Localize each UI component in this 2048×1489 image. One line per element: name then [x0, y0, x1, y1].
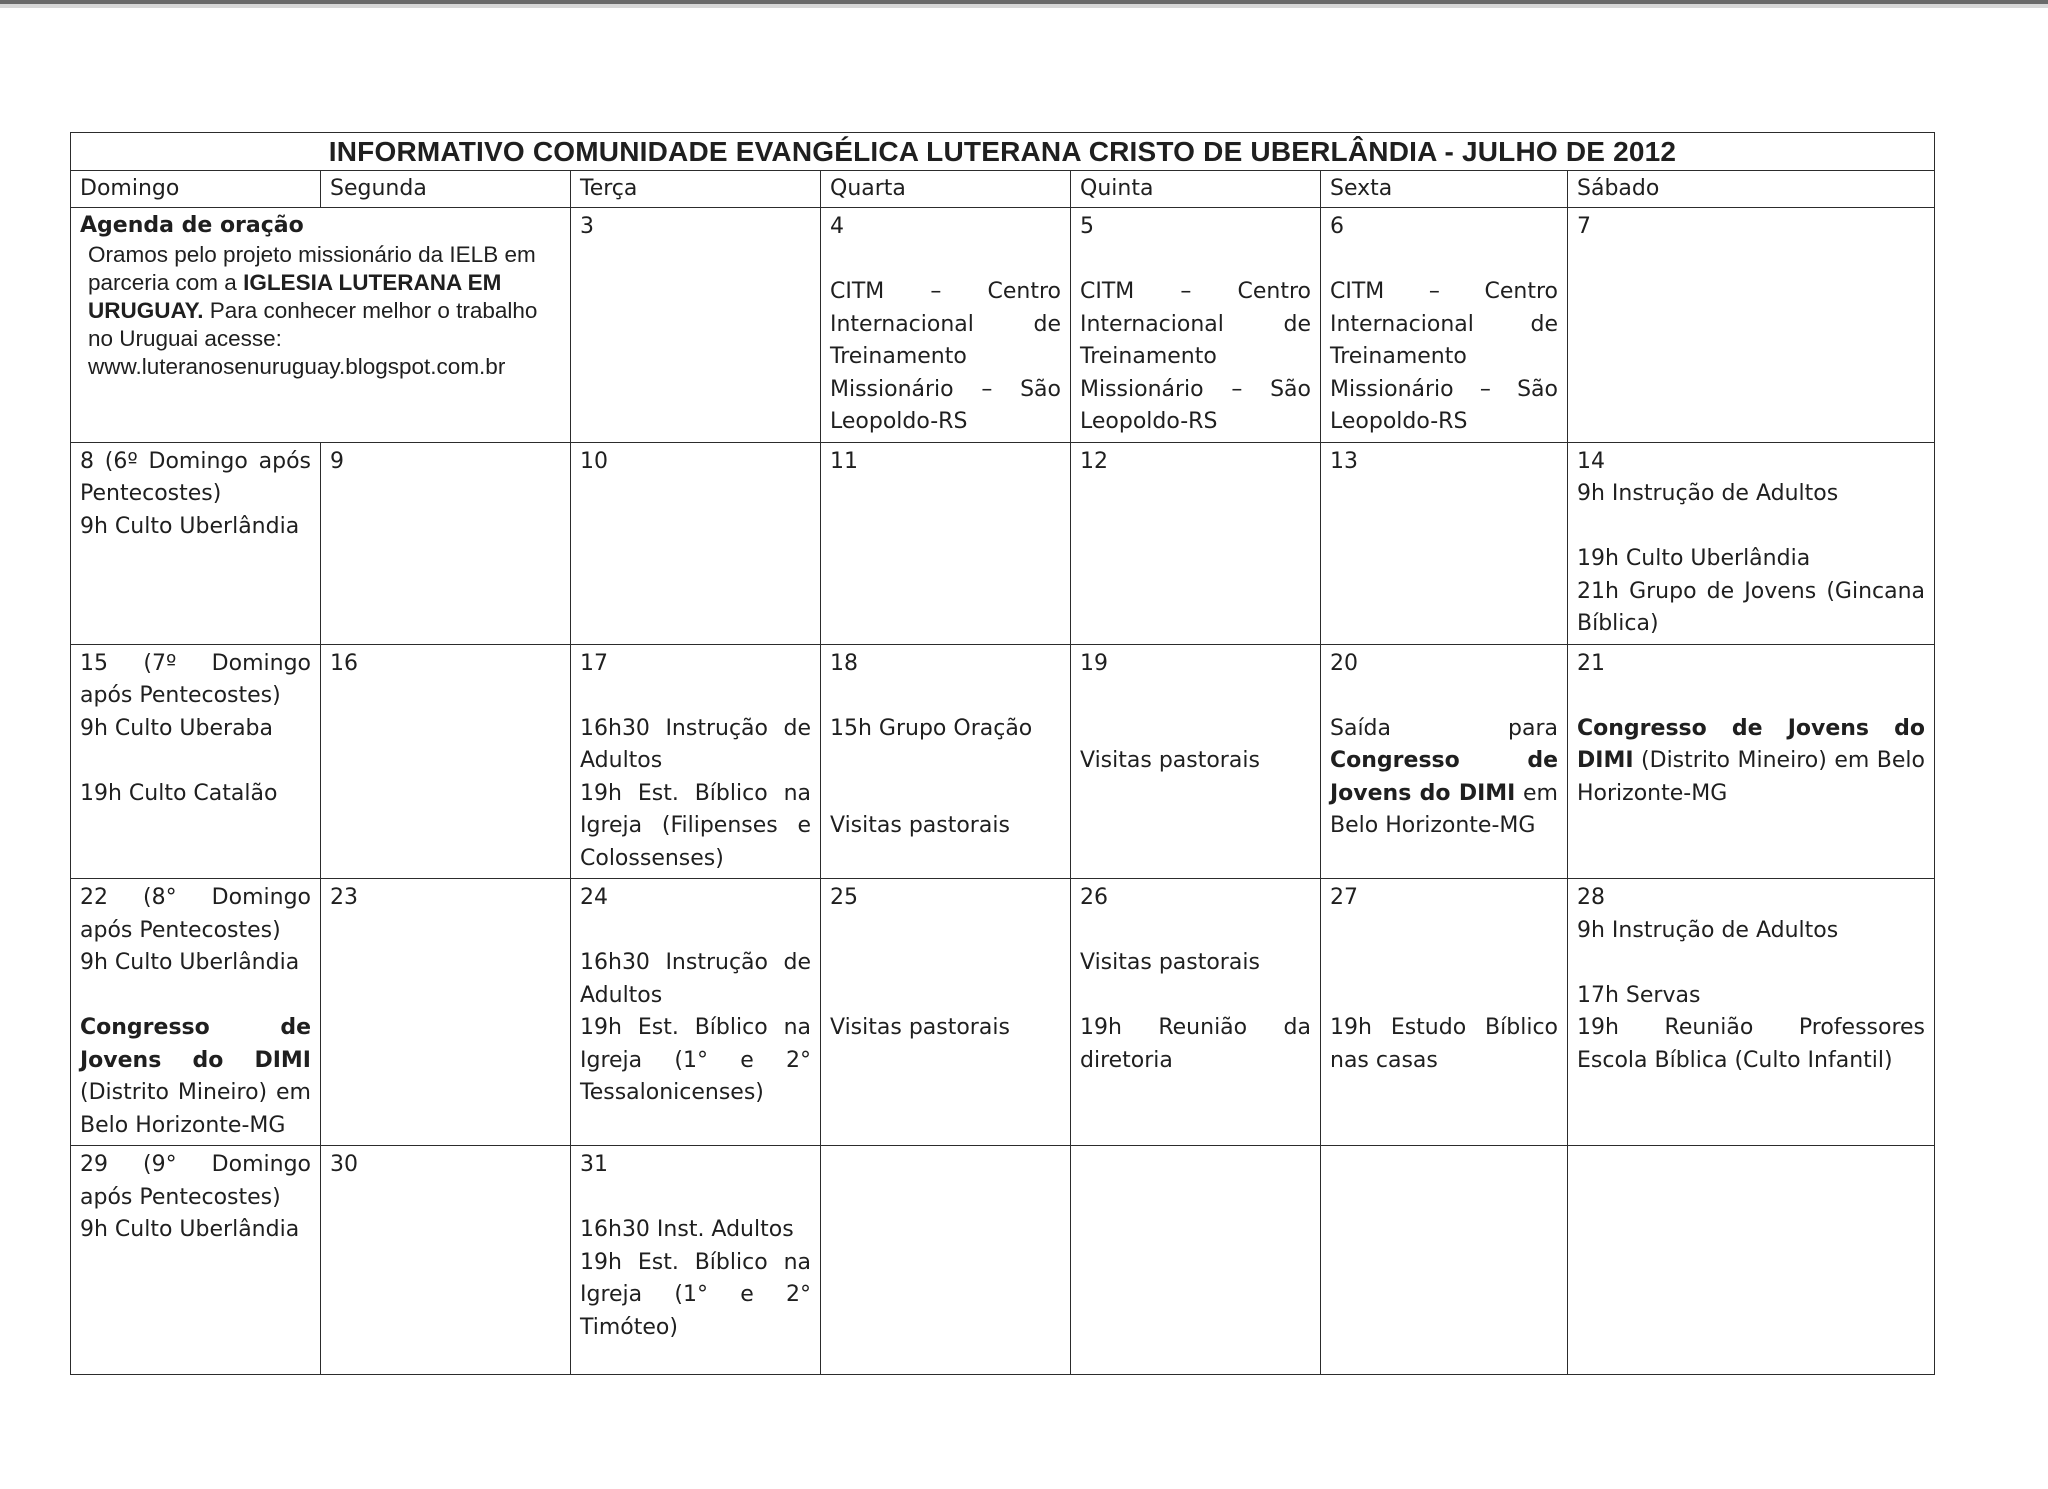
day-number: 19	[1080, 650, 1108, 676]
event: 16h30 Instrução de Adultos	[580, 950, 811, 1008]
day-cell-22	[71, 879, 321, 1146]
day-cell-20	[1321, 644, 1568, 879]
event: 16h30 Instrução de Adultos	[580, 715, 811, 773]
event-citm: CITM – Centro Internacional de Treinamento Missionário – São Leopoldo-RS	[1330, 279, 1558, 434]
empty-cell	[821, 1146, 1071, 1375]
weekday-header-row	[71, 171, 1935, 208]
day-cell-23	[321, 879, 571, 1146]
weekday-terca: Terça	[571, 171, 821, 208]
event: Visitas pastorais	[1080, 748, 1260, 773]
day-number: 21	[1577, 650, 1605, 676]
day-number: 7	[1577, 214, 1591, 239]
event-text: (Distrito Mineiro) em Belo Horizonte-MG	[80, 1080, 311, 1138]
week-row-5	[71, 1146, 1935, 1375]
prayer-heading: Agenda de oração	[80, 213, 304, 238]
day-cell-12	[1071, 442, 1321, 644]
event: 19h Reunião da diretoria	[1080, 1015, 1311, 1073]
week-row-2	[71, 442, 1935, 644]
day-number: 12	[1080, 448, 1108, 474]
event: 17h Servas	[1577, 982, 1701, 1008]
day-cell-9	[321, 442, 571, 644]
week-row-3	[71, 644, 1935, 879]
day-cell-3	[571, 208, 821, 443]
day-cell-13	[1321, 442, 1568, 644]
event: 19h Reunião Professores Escola Bíblica (Culto Infantil)	[1577, 1015, 1926, 1073]
event: 21h Grupo de Jovens (Gincana Bíblica)	[1577, 578, 1926, 636]
calendar-title: INFORMATIVO COMUNIDADE EVANGÉLICA LUTERANA CRISTO DE UBERLÂNDIA - JULHO DE 2012	[71, 133, 1935, 171]
day-number: 13	[1330, 448, 1358, 474]
event-text: em Belo Horizonte-MG	[1330, 780, 1558, 838]
event-text: Saída para	[1330, 715, 1558, 741]
day-number: 22 (8° Domingo após Pentecostes)	[80, 885, 311, 943]
day-cell-25	[821, 879, 1071, 1146]
day-number: 17	[580, 650, 608, 676]
day-cell-7	[1568, 208, 1935, 443]
event: 19h Culto Catalão	[80, 780, 278, 806]
event: 9h Culto Uberaba	[80, 715, 274, 741]
day-number: 23	[330, 885, 358, 910]
day-cell-10	[571, 442, 821, 644]
day-number: 29 (9° Domingo após Pentecostes)	[80, 1152, 311, 1210]
weekday-quarta: Quarta	[821, 171, 1071, 208]
day-number: 25	[830, 885, 858, 910]
title-row	[71, 133, 1935, 171]
empty-cell	[1071, 1146, 1321, 1375]
day-cell-27	[1321, 879, 1568, 1146]
day-number: 31	[580, 1152, 608, 1177]
day-number: 30	[330, 1152, 358, 1177]
prayer-text	[80, 241, 561, 381]
day-number: 15 (7º Domingo após Pentecostes)	[80, 650, 311, 708]
day-cell-18	[821, 644, 1071, 879]
event: 9h Culto Uberlândia	[80, 950, 300, 975]
event-citm: CITM – Centro Internacional de Treinamento Missionário – São Leopoldo-RS	[830, 279, 1061, 434]
day-number: 28	[1577, 885, 1605, 910]
day-number: 6	[1330, 214, 1344, 239]
weekday-segunda: Segunda	[321, 171, 571, 208]
empty-cell	[1321, 1146, 1568, 1375]
day-cell-26	[1071, 879, 1321, 1146]
day-cell-16	[321, 644, 571, 879]
day-number: 14	[1577, 448, 1605, 474]
event: 9h Culto Uberlândia	[80, 513, 300, 539]
day-number: 3	[580, 214, 594, 239]
event: 19h Est. Bíblico na Igreja (1° e 2° Timóteo)	[580, 1249, 811, 1340]
event: Visitas pastorais	[830, 1015, 1010, 1040]
event: 19h Est. Bíblico na Igreja (Filipenses e Colossenses)	[580, 780, 811, 871]
day-number: 18	[830, 650, 858, 676]
event: 9h Culto Uberlândia	[80, 1217, 300, 1242]
day-number: 8 (6º Domingo após Pentecostes)	[80, 448, 311, 506]
prayer-url: www.luteranosenuruguay.blogspot.com.br	[88, 354, 506, 379]
event: 19h Estudo Bíblico nas casas	[1330, 1015, 1558, 1073]
event: 19h Est. Bíblico na Igreja (1° e 2° Tessalonicenses)	[580, 1015, 811, 1105]
event-highlight: Congresso de Jovens do DIMI	[1577, 715, 1926, 773]
day-number: 20	[1330, 650, 1358, 676]
prayer-text-1: Oramos pelo projeto missionário da IELB em parceria com a	[88, 242, 536, 295]
day-number: 26	[1080, 885, 1108, 910]
day-cell-11	[821, 442, 1071, 644]
day-number: 11	[830, 448, 858, 474]
day-cell-30	[321, 1146, 571, 1375]
event: 15h Grupo Oração	[830, 715, 1033, 741]
day-cell-21	[1568, 644, 1935, 879]
prayer-text-2: Para conhecer melhor o trabalho no Uruguai acesse:	[88, 298, 538, 351]
weekday-domingo: Domingo	[71, 171, 321, 208]
weekday-sexta: Sexta	[1321, 171, 1568, 208]
day-cell-24	[571, 879, 821, 1146]
day-number: 27	[1330, 885, 1358, 910]
event: Visitas pastorais	[830, 813, 1010, 838]
weekday-quinta: Quinta	[1071, 171, 1321, 208]
day-cell-8	[71, 442, 321, 644]
day-cell-31	[571, 1146, 821, 1375]
day-cell-29	[71, 1146, 321, 1375]
event	[80, 1012, 311, 1142]
event: 19h Culto Uberlândia	[1577, 546, 1811, 571]
empty-cell	[1568, 1146, 1935, 1375]
event	[1577, 713, 1925, 811]
weekday-sabado: Sábado	[1568, 171, 1935, 208]
day-number: 10	[580, 448, 608, 474]
day-cell-28	[1568, 879, 1935, 1146]
event	[1330, 713, 1558, 843]
day-number: 24	[580, 885, 608, 910]
day-cell-5	[1071, 208, 1321, 443]
event: 9h Instrução de Adultos	[1577, 917, 1839, 943]
prayer-agenda-cell	[71, 208, 571, 443]
event-highlight: Congresso de Jovens do DIMI	[80, 1015, 311, 1073]
day-cell-14	[1568, 442, 1935, 644]
event: 9h Instrução de Adultos	[1577, 481, 1839, 506]
day-number: 5	[1080, 214, 1094, 239]
day-number: 4	[830, 214, 844, 239]
prayer-church-name: IGLESIA LUTERANA EM URUGUAY.	[88, 270, 502, 323]
day-cell-19	[1071, 644, 1321, 879]
event: Visitas pastorais	[1080, 950, 1260, 975]
event-highlight: Congresso de Jovens do DIMI	[1330, 748, 1558, 806]
day-cell-15	[71, 644, 321, 879]
day-cell-17	[571, 644, 821, 879]
day-cell-4	[821, 208, 1071, 443]
calendar-table	[70, 132, 1935, 1375]
event-text: (Distrito Mineiro) em Belo Horizonte-MG	[1577, 748, 1926, 806]
event-citm: CITM – Centro Internacional de Treinamento Missionário – São Leopoldo-RS	[1080, 279, 1311, 434]
week-row-1	[71, 208, 1935, 443]
day-number: 16	[330, 650, 358, 676]
day-number: 9	[330, 448, 344, 474]
event: 16h30 Inst. Adultos	[580, 1217, 794, 1242]
week-row-4	[71, 879, 1935, 1146]
scan-shadow	[0, 4, 2048, 8]
day-cell-6	[1321, 208, 1568, 443]
